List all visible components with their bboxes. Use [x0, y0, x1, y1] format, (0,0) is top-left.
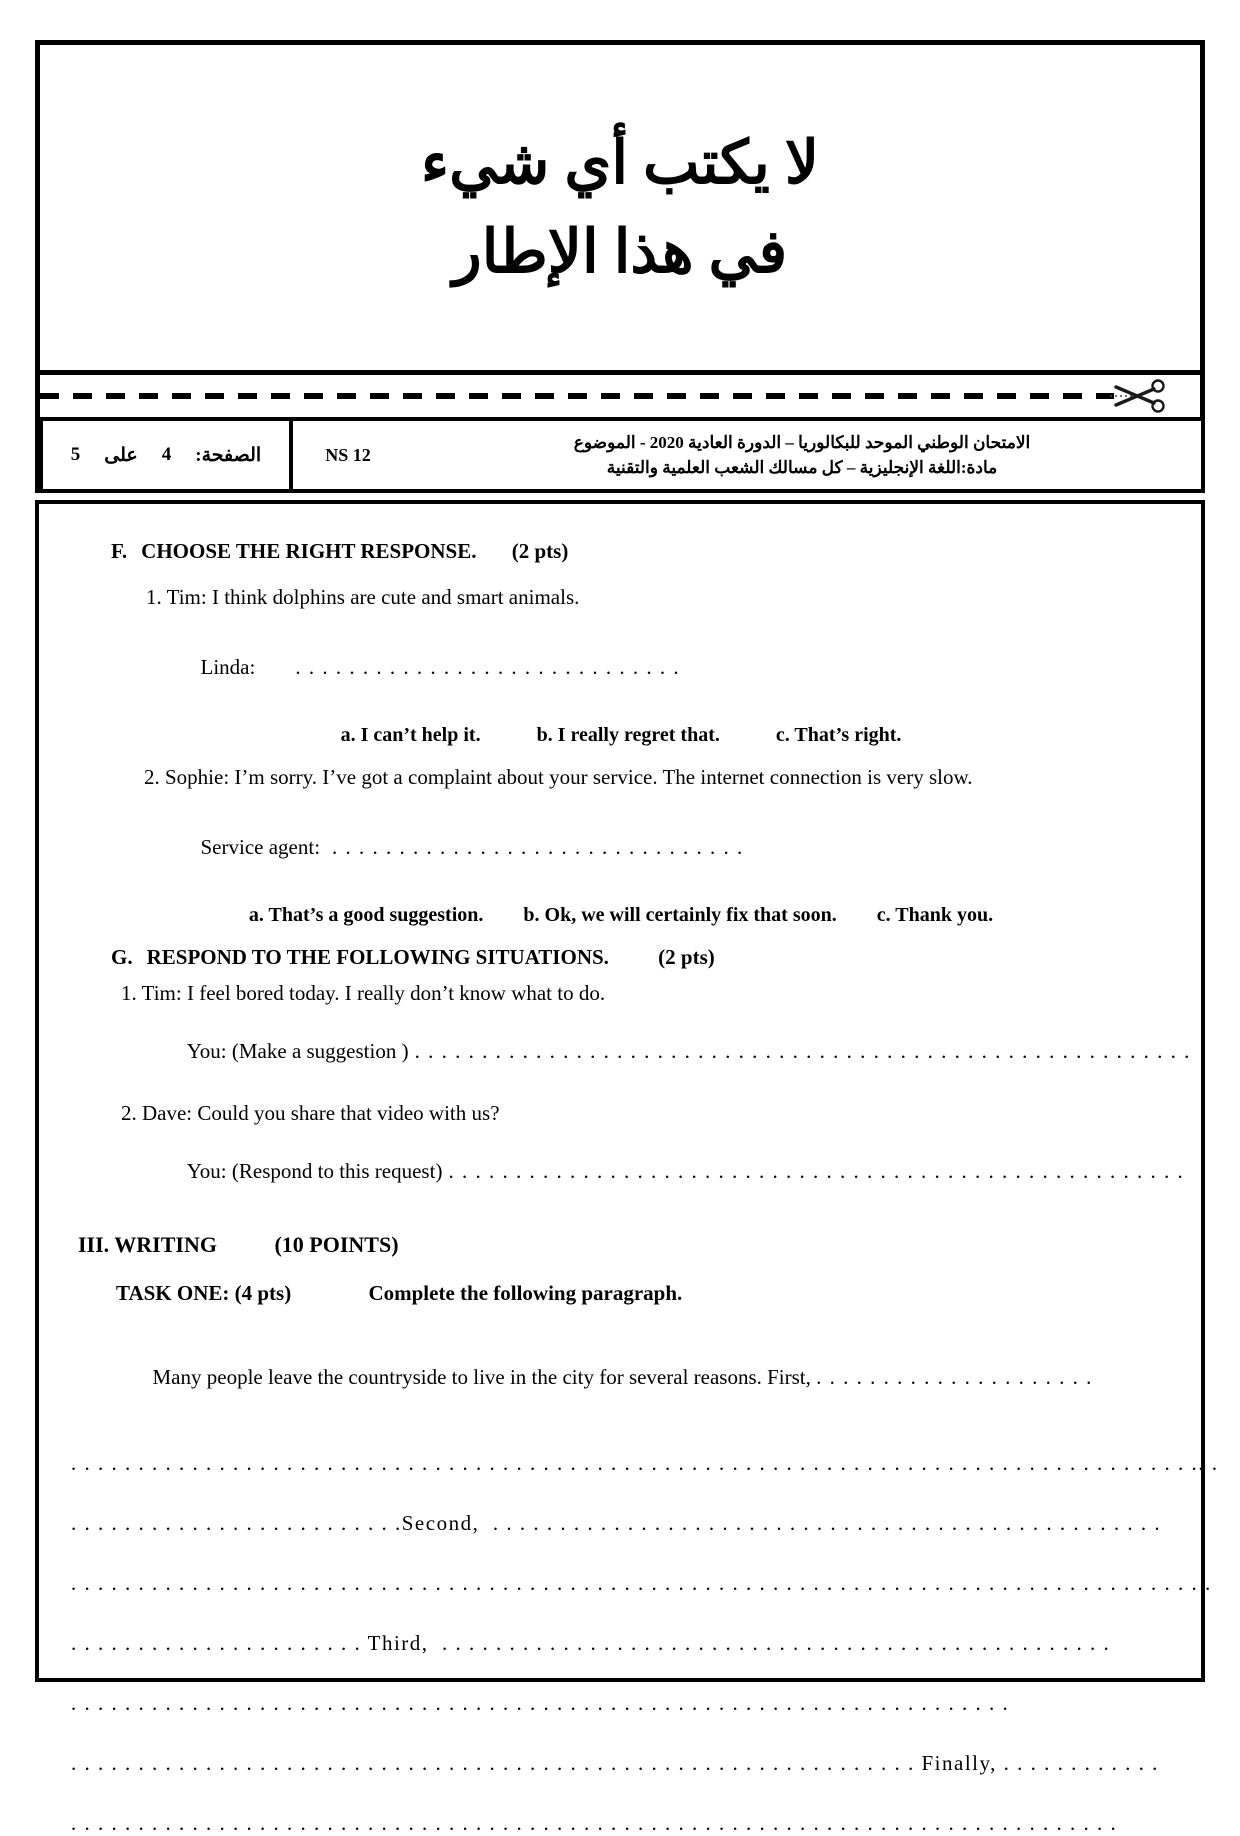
- no-write-text-line1: لا يكتب أي شيء: [420, 129, 820, 196]
- no-write-frame: [35, 40, 1205, 375]
- f-q1-speaker: Linda:: [200, 655, 256, 679]
- writing-section-heading: [78, 1232, 1185, 1258]
- f-q1-dotted-blank: . . . . . . . . . . . . . . . . . . . . . . . . . . . . .: [295, 655, 681, 679]
- writing-heading-label: III. WRITING: [78, 1232, 217, 1257]
- task-one-label: TASK ONE: (4 pts): [116, 1281, 292, 1305]
- paragraph-start-text: Many people leave the countryside to live in the city for several reasons. First,: [152, 1365, 811, 1389]
- exam-title-line1: الامتحان الوطني الموحد للبكالوريا – الدورة العادية 2020 - الموضوع: [573, 433, 1031, 452]
- f-q1-options: [57, 722, 1185, 748]
- writing-line-third: . . . . . . . . . . . . . . . . . . . . . . Third, . . . . . . . . . . . . . . . . . . . . . . . . . . . . . . . . . . . . . . . . . . . . . . . . . .: [71, 1631, 1111, 1655]
- exam-code: NS 12: [325, 444, 371, 465]
- exam-title-cell: [403, 421, 1201, 489]
- section-g-heading: [111, 944, 1185, 970]
- writing-points: (10 POINTS): [274, 1232, 399, 1257]
- exam-code-cell: [289, 421, 403, 489]
- f-q2-speaker: Service agent:: [200, 835, 321, 859]
- g-q2-you-label: You: (Respond to this request): [186, 1159, 443, 1183]
- page-total: 5: [70, 444, 81, 465]
- section-g-points: (2 pts): [658, 945, 715, 969]
- f-question-2: 2. Sophie: I’m sorry. I’ve got a complaint about your service. The internet connection is very slow.: [144, 765, 973, 789]
- g-question-2: 2. Dave: Could you share that video with us?: [121, 1101, 500, 1125]
- no-write-text-line2: في هذا الإطار: [452, 218, 788, 285]
- f-q2-option-c: c. Thank you.: [876, 904, 994, 926]
- paragraph-dotted-blank: . . . . . . . . . . . . . . . . . . . . .: [816, 1365, 1093, 1389]
- writing-line: . . . . . . . . . . . . . . . . . . . . . . . . . . . . . . . . . . . . . . . . . . . . . . . . . . . . . . . . . . . . . . . . . . . . . . . . . . . . . .: [71, 1811, 1118, 1835]
- f-q1-option-b: b. I really regret that.: [536, 724, 720, 746]
- f-q2-option-a: a. That’s a good suggestion.: [248, 904, 484, 926]
- f-question-1: 1. Tim: I think dolphins are cute and smart animals.: [146, 585, 580, 609]
- writing-line: . . . . . . . . . . . . . . . . . . . . . . . . . . . . . . . . . . . . . . . . . . . . . . . . . . . . . . . . . . . . . . . . . . . . . . . . . . . . . . . . . . . .. .: [71, 1451, 1219, 1475]
- g-q1-you-label: You: (Make a suggestion ): [186, 1039, 409, 1063]
- g-q2-dotted-blank: . . . . . . . . . . . . . . . . . . . . . . . . . . . . . . . . . . . . . . . . . . . . . . . . . . . . . . .: [448, 1159, 1185, 1183]
- f-q1-option-c: c. That’s right.: [775, 724, 902, 746]
- task-one-instruction: Complete the following paragraph.: [368, 1281, 683, 1305]
- section-g-label: G.: [111, 945, 133, 969]
- writing-line: . . . . . . . . . . . . . . . . . . . . . . . . . . . . . . . . . . . . . . . . . . . . . . . . . . . . . . . . . . . . . . . . . . . . . . . . . . . . . . . . . . . . .: [71, 1571, 1212, 1595]
- f-q1-option-a: a. I can’t help it.: [340, 724, 481, 746]
- page-label: الصفحة:: [195, 444, 262, 466]
- section-f-points: (2 pts): [511, 539, 569, 563]
- section-g-title: RESPOND TO THE FOLLOWING SITUATIONS.: [146, 945, 609, 969]
- cut-line-row: [35, 375, 1205, 417]
- writing-line-finally: . . . . . . . . . . . . . . . . . . . . . . . . . . . . . . . . . . . . . . . . . . . . . . . . . . . . . . . . . . . . . . . Finally, . . . . . . . . . . . .: [71, 1751, 1159, 1775]
- writing-line-second: . . . . . . . . . . . . . . . . . . . . . . . . .Second, . . . . . . . . . . . . . . . . . . . . . . . . . . . . . . . . . . . . . . . . . . . . . . . . . .: [71, 1511, 1162, 1535]
- f-q2-options: [57, 902, 1185, 928]
- exam-header-table: [35, 417, 1205, 493]
- section-f-title: CHOOSE THE RIGHT RESPONSE.: [141, 539, 477, 563]
- scissors-icon: [1110, 378, 1168, 414]
- g-q1-answer-line: [156, 1012, 1191, 1090]
- page-of-word: على: [104, 444, 138, 466]
- g-q2-answer-line: [156, 1132, 1185, 1210]
- task-one-row: [116, 1280, 1185, 1306]
- section-f-label: F.: [111, 539, 128, 563]
- writing-line: . . . . . . . . . . . . . . . . . . . . . . . . . . . . . . . . . . . . . . . . . . . . . . . . . . . . . . . . . . . . . . . . . . . . . .: [71, 1691, 1010, 1715]
- g-question-1: 1. Tim: I feel bored today. I really don’t know what to do.: [121, 981, 606, 1005]
- f-q1-answer-line: [169, 628, 1185, 706]
- cut-dashed-line: [40, 393, 1114, 399]
- f-q2-option-b: b. Ok, we will certainly fix that soon.: [523, 904, 837, 926]
- paragraph-opening-line: [121, 1338, 1185, 1416]
- g-q1-dotted-blank: . . . . . . . . . . . . . . . . . . . . . . . . . . . . . . . . . . . . . . . . . . . . . . . . . . . . . . . . . .: [414, 1039, 1191, 1063]
- exam-title-line2: مادة:اللغة الإنجليزية – كل مسالك الشعب العلمية والتقنية: [606, 458, 998, 477]
- page-number-cell: [39, 421, 289, 489]
- f-q2-dotted-blank: . . . . . . . . . . . . . . . . . . . . . . . . . . . . . . .: [332, 835, 744, 859]
- page-current: 4: [161, 444, 172, 465]
- section-f-heading: [111, 538, 1185, 564]
- exam-content-box: [35, 500, 1219, 1835]
- f-q2-answer-line: [169, 808, 1185, 886]
